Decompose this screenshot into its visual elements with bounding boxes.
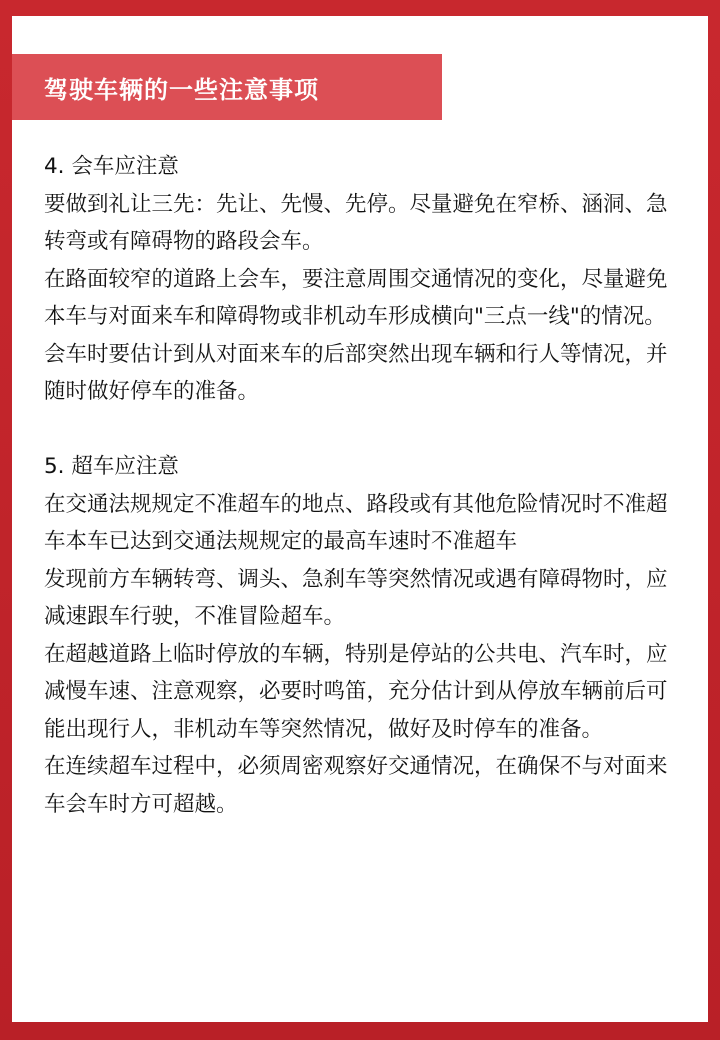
section-heading-meeting: 4. 会车应注意	[44, 154, 179, 179]
paragraph: 会车时要估计到从对面来车的后部突然出现车辆和行人等情况，并随时做好停车的准备。	[44, 341, 668, 404]
paragraph: 在交通法规规定不准超车的地点、路段或有其他危险情况时不准超车本车已达到交通法规规定的最高车速时不准超车	[44, 491, 668, 554]
page-title: 驾驶车辆的一些注意事项	[44, 75, 319, 104]
paragraph: 发现前方车辆转弯、调头、急刹车等突然情况或遇有障碍物时，应减速跟车行驶，不准冒险超车。	[44, 566, 668, 629]
paragraph: 在连续超车过程中，必须周密观察好交通情况，在确保不与对面来车会车时方可超越。	[44, 754, 668, 817]
document-body	[44, 148, 684, 823]
paragraph: 在超越道路上临时停放的车辆，特别是停站的公共电、汽车时，应减慢车速、注意观察，必要时鸣笛，充分估计到从停放车辆前后可能出现行人，非机动车等突然情况，做好及时停车的准备。	[44, 641, 668, 742]
section-spacer	[44, 411, 684, 449]
paragraph: 在路面较窄的道路上会车，要注意周围交通情况的变化，尽量避免本车与对面来车和障碍物或非机动车形成横向"三点一线"的情况。	[44, 266, 668, 329]
document-page	[12, 16, 708, 1022]
paragraph: 要做到礼让三先：先让、先慢、先停。尽量避免在窄桥、涵洞、急转弯或有障碍物的路段会车。	[44, 191, 668, 254]
section-heading-overtaking: 5. 超车应注意	[44, 454, 179, 479]
title-banner	[12, 54, 442, 120]
